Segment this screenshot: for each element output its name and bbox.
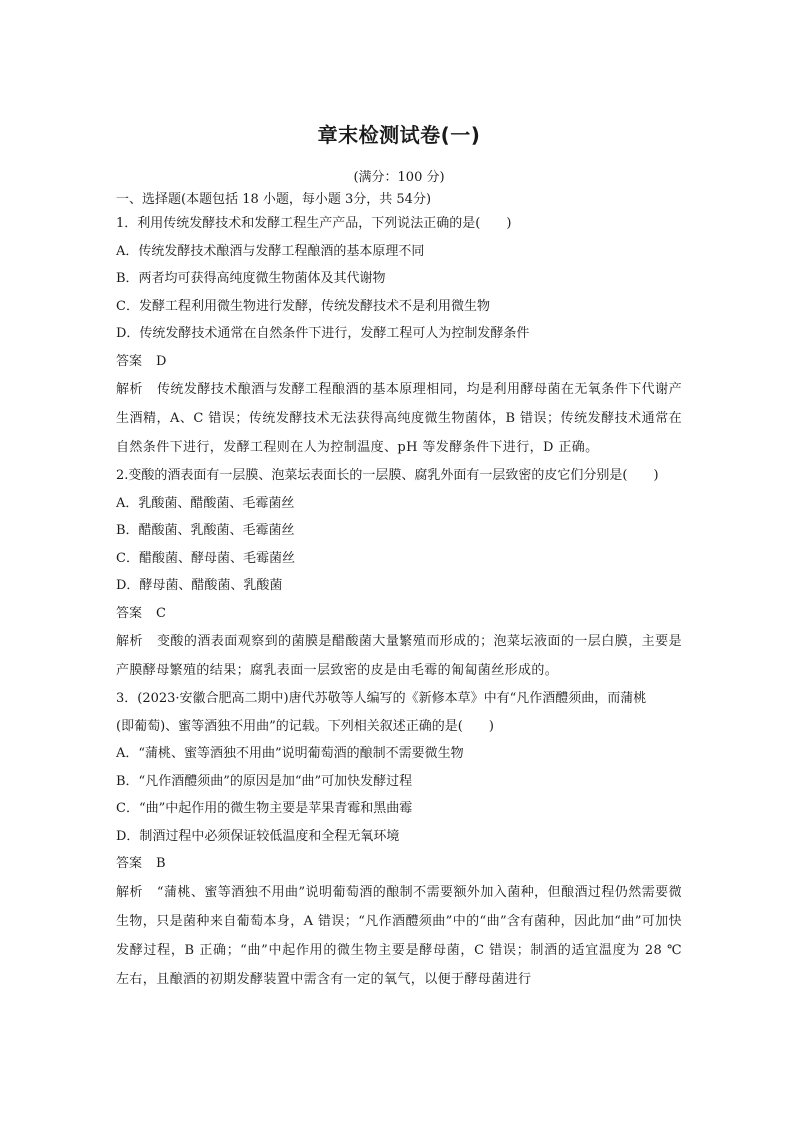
answer-value: C xyxy=(156,605,166,621)
option-b: B．醋酸菌、乳酸菌、毛霉菌丝 xyxy=(116,523,295,538)
answer-row xyxy=(116,600,682,628)
analysis-label: 解析 xyxy=(116,884,143,900)
analysis-block xyxy=(116,878,682,994)
answer-label: 答案 xyxy=(116,856,143,871)
analysis-block xyxy=(116,375,682,462)
page-title: 章末检测试卷(一) xyxy=(317,123,481,147)
analysis-text: “蒲桃、蜜等酒独不用曲”说明葡萄酒的酿制不需要额外加入菌种，但酿酒过程仍然需要微生物，只是菌种来自葡萄本身，A 错误；“凡作酒醴须曲”中的“曲”含有菌种，因此加“曲”可加快发酵过程，B 正确；“曲”中起作用的微生物主要是酵母菌，C 错误；制酒的适宜温度为 28 ℃左右，且酿酒的初期发酵装置中需含有一定的氧气，以便于酵母菌进行 xyxy=(116,884,682,987)
analysis-label: 解析 xyxy=(116,634,143,649)
analysis-text: 变酸的酒表面观察到的菌膜是醋酸菌大量繁殖而形成的；泡菜坛液面的一层白膜，主要是产膜酵母繁殖的结果；腐乳表面一层致密的皮是由毛霉的匍匐菌丝形成的。 xyxy=(116,634,682,678)
answer-row xyxy=(116,850,682,878)
analysis-block xyxy=(116,627,682,685)
option-b: B．“凡作酒醴须曲”的原因是加“曲”可加快发酵过程 xyxy=(116,773,413,789)
answer-label: 答案 xyxy=(116,605,143,621)
option-a: A．乳酸菌、醋酸菌、毛霉菌丝 xyxy=(116,495,295,511)
option-a: A．传统发酵技术酿酒与发酵工程酿酒的基本原理不同 xyxy=(116,243,425,259)
section-heading: 一、选择题(本题包括 18 小题，每小题 3分，共 54分) xyxy=(116,192,432,207)
option-c: C．发酵工程利用微生物进行发酵，传统发酵技术不是利用微生物 xyxy=(116,298,490,314)
question-stem: 2.变酸的酒表面有一层膜、泡菜坛表面长的一层膜、腐乳外面有一层致密的皮它们分别是( ) xyxy=(116,468,659,483)
option-a: A．“蒲桃、蜜等酒独不用曲”说明葡萄酒的酿制不需要微生物 xyxy=(116,746,464,761)
analysis-label: 解析 xyxy=(116,382,143,397)
option-c: C．“曲”中起作用的微生物主要是苹果青霉和黑曲霉 xyxy=(116,801,413,816)
option-d: D．制酒过程中必须保证较低温度和全程无氧环境 xyxy=(116,828,400,844)
question-stem-line-1: 3．(2023·安徽合肥高二期中)唐代苏敬等人编写的《新修本草》中有“凡作酒醴须曲，而蒲桃 xyxy=(116,691,647,706)
question-1 xyxy=(116,210,682,462)
question-3 xyxy=(116,685,682,994)
answer-value: B xyxy=(156,856,166,871)
question-stem-line-2: (即葡萄)、蜜等酒独不用曲”的记载。下列相关叙述正确的是( ) xyxy=(116,718,494,734)
score-note: (满分：100 分) xyxy=(353,170,445,185)
option-d: D．传统发酵技术通常在自然条件下进行，发酵工程可人为控制发酵条件 xyxy=(116,326,530,341)
analysis-text: 传统发酵技术酿酒与发酵工程酿酒的基本原理相同，均是利用酵母菌在无氧条件下代谢产生酒精，A、C 错误；传统发酵技术无法获得高纯度微生物菌体，B 错误；传统发酵技术通常在自然条件下进行，发酵工程则在人为控制温度、pH 等发酵条件下进行，D 正确。 xyxy=(116,382,682,455)
option-d: D．酵母菌、醋酸菌、乳酸菌 xyxy=(116,578,283,593)
question-stem: 1．利用传统发酵技术和发酵工程生产产品，下列说法正确的是( ) xyxy=(116,216,512,231)
option-b: B．两者均可获得高纯度微生物菌体及其代谢物 xyxy=(116,271,386,286)
option-c: C．醋酸菌、酵母菌、毛霉菌丝 xyxy=(116,550,295,566)
answer-row xyxy=(116,348,682,376)
answer-label: 答案 xyxy=(116,353,143,369)
answer-value: D xyxy=(156,353,167,369)
question-2 xyxy=(116,462,682,685)
document-page xyxy=(116,120,682,994)
